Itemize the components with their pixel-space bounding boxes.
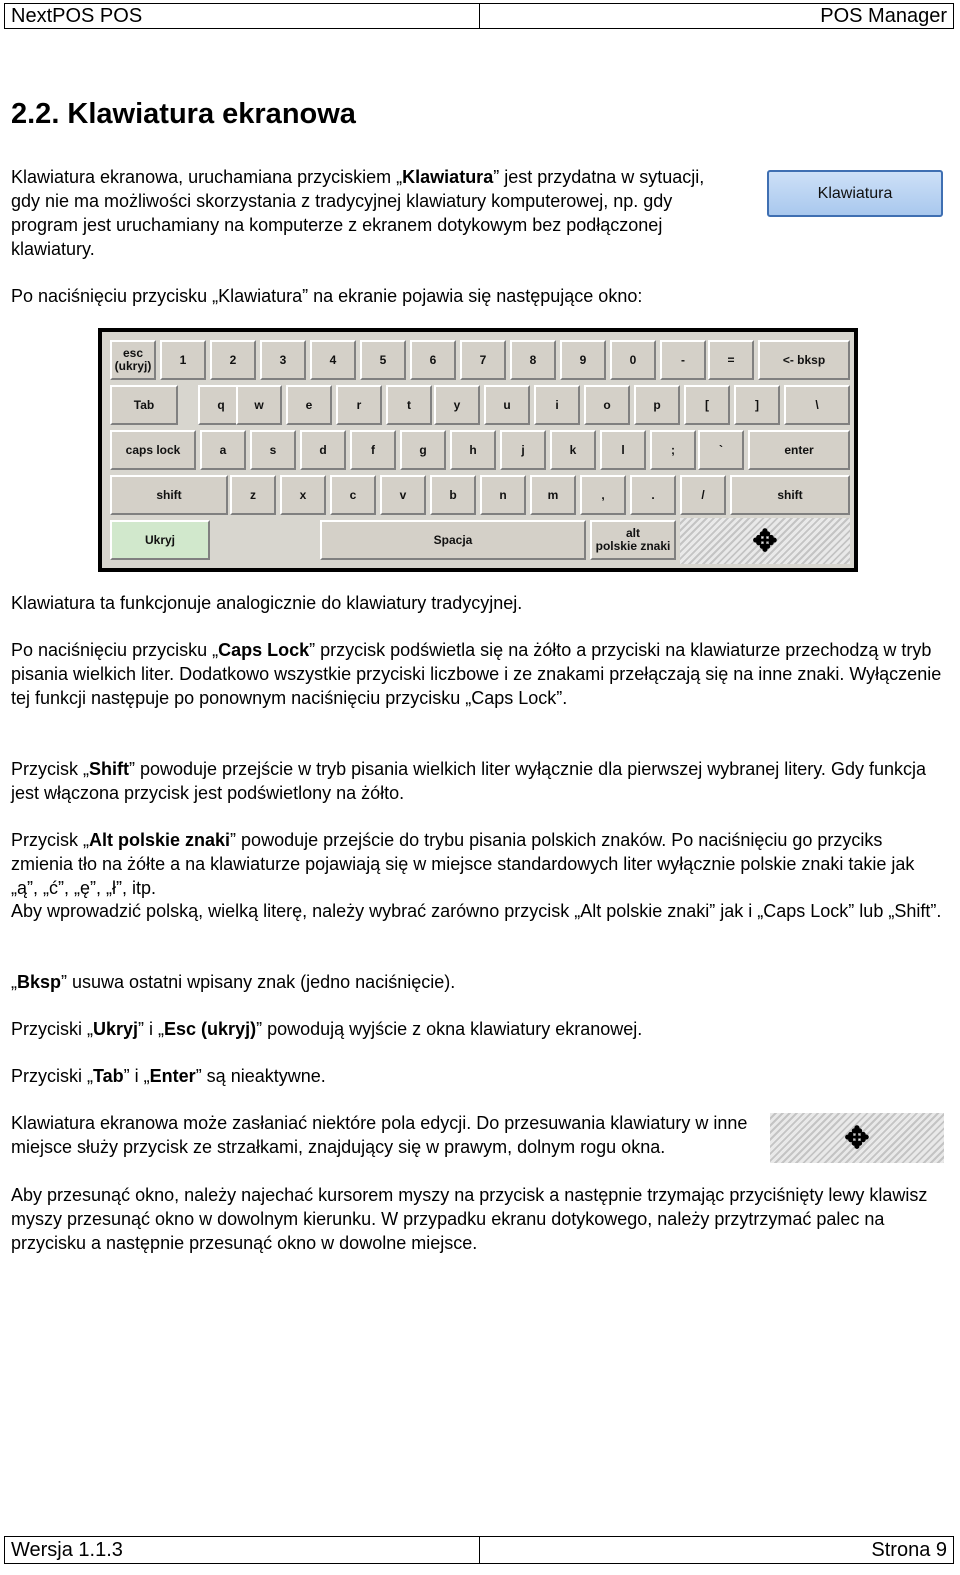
- key-j[interactable]: j: [500, 430, 546, 470]
- key-t[interactable]: t: [386, 385, 432, 425]
- key-shift[interactable]: shift: [110, 475, 228, 515]
- key-m[interactable]: m: [530, 475, 576, 515]
- key-o[interactable]: o: [584, 385, 630, 425]
- key-h[interactable]: h: [450, 430, 496, 470]
- paragraph-shift: Przycisk „Shift” powoduje przejście w tryb pisania wielkich liter wyłącznie dla pierwszej wybranej litery. Gdy funkcja jest włączona przycisk jest podświetlony na żółto.: [11, 759, 926, 803]
- paragraph-tab-enter: Przyciski „Tab” i „Enter” są nieaktywne.: [11, 1066, 326, 1086]
- key-d[interactable]: d: [300, 430, 346, 470]
- key-i[interactable]: i: [534, 385, 580, 425]
- key-f[interactable]: f: [350, 430, 396, 470]
- key-u[interactable]: u: [484, 385, 530, 425]
- key-n[interactable]: n: [480, 475, 526, 515]
- key-2[interactable]: 2: [210, 340, 256, 380]
- page-header: [4, 3, 954, 29]
- key-4[interactable]: 4: [310, 340, 356, 380]
- move-handle-example[interactable]: [770, 1113, 944, 1163]
- paragraph-capslock: Po naciśnięciu przycisku „Caps Lock” przycisk podświetla się na żółto a przyciski na klawiaturze przechodzą w tryb pisania wielkich liter. Dodatkowo wszystkie przyciski liczbowe i ze znakami przełączają się na inne znaki. Wyłączenie tej funkcji następuje po ponownym naciśnięciu przycisku „Caps Lock”.: [11, 640, 942, 708]
- key-shift[interactable]: shift: [730, 475, 850, 515]
- key-6[interactable]: 6: [410, 340, 456, 380]
- paragraph-alt: Przycisk „Alt polskie znaki” powoduje przejście do trybu pisania polskich znaków. Po naciśnięciu go przyciks zmienia tło na żółte a na klawiaturze pojawiają się w miejsce standardowych liter wyłącznie polskie znaki takie jak „ą”, „ć”, „ę”, „ł”, itp.: [11, 830, 915, 898]
- key-1[interactable]: 1: [160, 340, 206, 380]
- section-title: 2.2. Klawiatura ekranowa: [11, 98, 356, 130]
- key-3[interactable]: 3: [260, 340, 306, 380]
- key-alt-polskie-znaki[interactable]: alt polskie znaki: [590, 520, 676, 560]
- paragraph-analog: Klawiatura ta funkcjonuje analogicznie do klawiatury tradycyjnej.: [11, 593, 523, 613]
- key-b[interactable]: b: [430, 475, 476, 515]
- key-symbol[interactable]: =: [708, 340, 754, 380]
- key-caps-lock[interactable]: caps lock: [110, 430, 196, 470]
- key-symbol[interactable]: ;: [650, 430, 696, 470]
- key-9[interactable]: 9: [560, 340, 606, 380]
- key-symbol[interactable]: `: [698, 430, 744, 470]
- key-5[interactable]: 5: [360, 340, 406, 380]
- key-bksp[interactable]: <- bksp: [758, 340, 850, 380]
- key-s[interactable]: s: [250, 430, 296, 470]
- key-symbol[interactable]: ,: [580, 475, 626, 515]
- key-z[interactable]: z: [230, 475, 276, 515]
- keyboard-move-handle[interactable]: [680, 518, 850, 564]
- key-symbol[interactable]: ]: [734, 385, 780, 425]
- key-symbol[interactable]: \: [784, 385, 850, 425]
- key-symbol[interactable]: /: [680, 475, 726, 515]
- key-e[interactable]: e: [286, 385, 332, 425]
- key-spacja[interactable]: Spacja: [320, 520, 586, 560]
- key-a[interactable]: a: [200, 430, 246, 470]
- move-arrows-icon: ✥: [844, 1121, 870, 1155]
- paragraph-ukryj: Przyciski „Ukryj” i „Esc (ukryj)” powodują wyjście z okna klawiatury ekranowej.: [11, 1019, 643, 1039]
- header-left: NextPOS POS: [11, 5, 143, 27]
- key-k[interactable]: k: [550, 430, 596, 470]
- key-8[interactable]: 8: [510, 340, 556, 380]
- key-g[interactable]: g: [400, 430, 446, 470]
- footer-version: Wersja 1.1.3: [11, 1539, 123, 1561]
- paragraph-window: Po naciśnięciu przycisku „Klawiatura” na ekranie pojawia się następujące okno:: [11, 286, 643, 306]
- key-0[interactable]: 0: [610, 340, 656, 380]
- key-r[interactable]: r: [336, 385, 382, 425]
- footer-page: Strona 9: [479, 1537, 954, 1563]
- key-enter[interactable]: enter: [748, 430, 850, 470]
- key-symbol[interactable]: .: [630, 475, 676, 515]
- klawiatura-button[interactable]: Klawiatura: [767, 170, 943, 217]
- key-x[interactable]: x: [280, 475, 326, 515]
- key-y[interactable]: y: [434, 385, 480, 425]
- onscreen-keyboard: [98, 328, 858, 572]
- key-q[interactable]: q: [198, 385, 244, 425]
- paragraph-intro: Klawiatura ekranowa, uruchamiana przyciskiem „Klawiatura” jest przydatna w sytuacji, gdy nie ma możliwości skorzystania z tradycyjnej klawiatury komputerowej, np. gdy program jest uruchamiany na komputerze z ekranem dotykowym bez podłączonej klawiatury.: [11, 167, 705, 259]
- move-arrows-icon: ✥: [752, 524, 778, 558]
- paragraph-move-info: Klawiatura ekranowa może zasłaniać niektóre pola edycji. Do przesuwania klawiatury w inne miejsce służy przycisk ze strzałkami, znajdujący się w prawym, dolnym rogu okna.: [11, 1113, 748, 1157]
- key-w[interactable]: w: [236, 385, 282, 425]
- paragraph-bksp: „Bksp” usuwa ostatni wpisany znak (jedno naciśnięcie).: [11, 972, 456, 992]
- key-l[interactable]: l: [600, 430, 646, 470]
- key-p[interactable]: p: [634, 385, 680, 425]
- key-7[interactable]: 7: [460, 340, 506, 380]
- paragraph-move-howto: Aby przesunąć okno, należy najechać kursorem myszy na przycisk a następnie trzymając przyciśnięty lewy klawisz myszy przesunąć okno w dowolnym kierunku. W przypadku ekranu dotykowego, należy przytrzymać palec na przycisku a następnie przesunąć okno w dowolne miejsce.: [11, 1185, 928, 1253]
- key-c[interactable]: c: [330, 475, 376, 515]
- key-tab[interactable]: Tab: [110, 385, 178, 425]
- key-v[interactable]: v: [380, 475, 426, 515]
- key-symbol[interactable]: [: [684, 385, 730, 425]
- key-esc-ukryj[interactable]: esc (ukryj): [110, 340, 156, 380]
- paragraph-uppercase-polish: Aby wprowadzić polską, wielką literę, należy wybrać zarówno przycisk „Alt polskie znaki” jak i „Caps Lock” lub „Shift”.: [11, 901, 942, 921]
- page-footer: [4, 1536, 954, 1564]
- key-ukryj[interactable]: Ukryj: [110, 520, 210, 560]
- key-symbol[interactable]: -: [660, 340, 706, 380]
- header-right: POS Manager: [479, 4, 954, 28]
